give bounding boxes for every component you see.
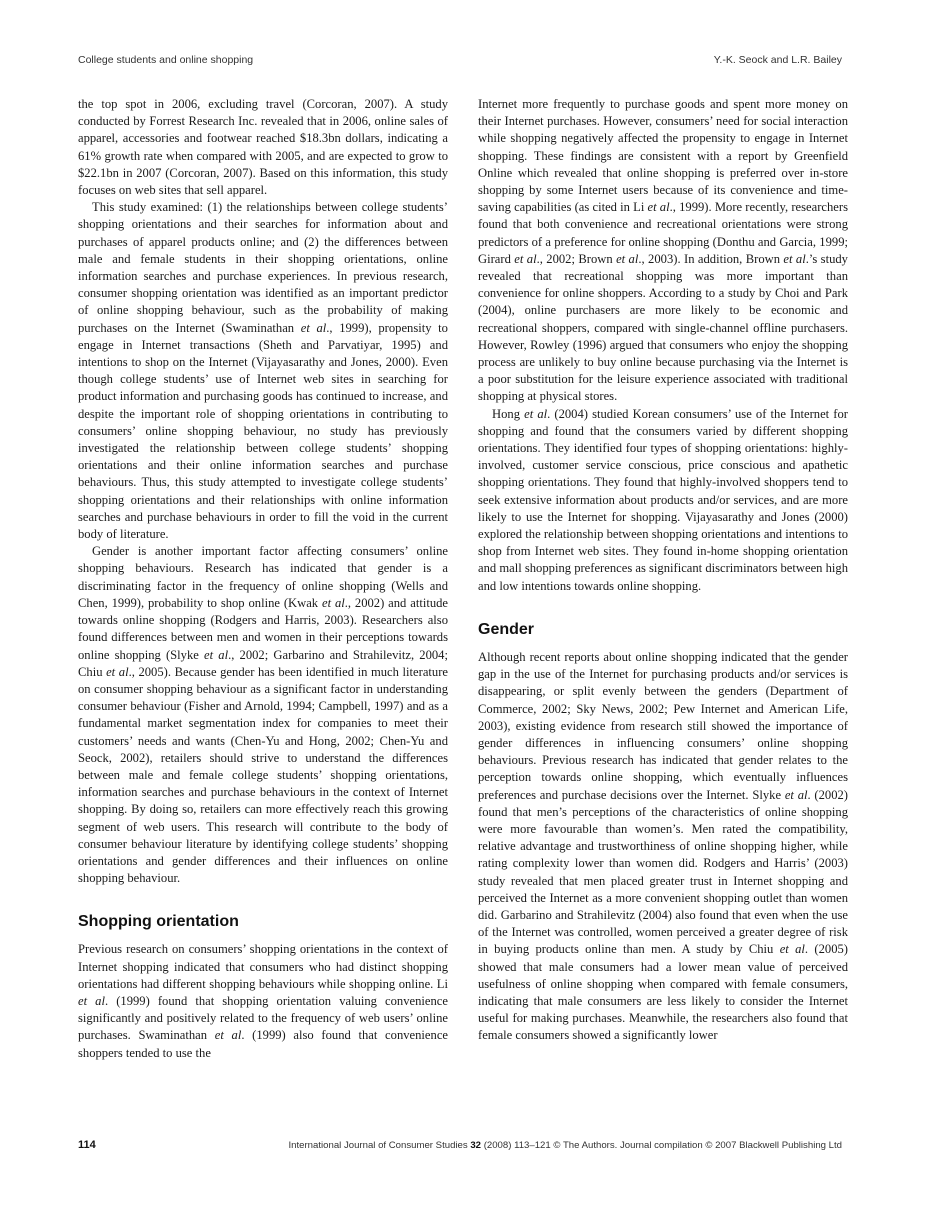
- right-column-paragraphs: [478, 96, 848, 595]
- body-paragraph: [478, 649, 848, 1045]
- body-paragraph: [478, 406, 848, 595]
- paragraph-text: ., 1999), propensity to engage in Internet transactions (Sheth and Parvatiyar, 1995) and intentions to shop on the Internet (Vijayasarathy and Jones, 2000). Even though college students’ use of Internet web sites in searching for product information and purchasing goods has continued to increase, and despite the important role of shopping orientations in contributing to consumers’ online shopping behaviour, no study has previously investigated the relationship between college students’ shopping orientations and their online information searches and purchase behaviours. Thus, this study attempted to investigate college students’ shopping orientations and their relationships with online information searches and purchase behaviours in order to fill the void in the current body of literature.: [78, 320, 448, 542]
- paragraph-text: .’s study revealed that recreational shopping was more important than convenience for online shoppers. According to a study by Choi and Park (2004), online purchasers are more likely to be economic and recreational shoppers, compared with single-channel offline purchasers. However, Rowley (1996) argued that consumers who enjoy the shopping process are unlikely to buy online because purchasing via the Internet is a poor substitution for the leisure experience associated with traditional shopping at physical stores.: [478, 251, 848, 404]
- paragraph-text: This study examined: (1) the relationships between college students’ shopping orientations and their searches for information about and purchases of apparel products online; and (2) the differences between male and female students in their shopping orientations, online information searches and purchase experiences. In previous research, consumer shopping orientation was identified as an important predictor of online shopping behaviour, such as the probability of making purchases on the Internet (Swaminathan: [78, 200, 448, 335]
- shopping-orientation-paragraphs: [78, 941, 448, 1061]
- paragraph-text: Gender is another important factor affecting consumers’ online shopping behaviours. Research has indicated that gender is a discriminating factor in the frequency of online shopping (Wells and Chen, 1999), probability to shop online (Kwak: [78, 544, 448, 610]
- right-column: [478, 96, 848, 1062]
- running-authors: Y.-K. Seock and L.R. Bailey: [713, 54, 842, 66]
- journal-name: International Journal of Consumer Studies: [288, 1140, 468, 1151]
- italic-citation: et al: [106, 664, 129, 679]
- paragraph-text: . (2005) showed that male consumers had a lower mean value of perceived usefulness of online shopping when compared with female consumers, indicating that male consumers are less likely to consider the Internet useful for making purchases. Meanwhile, the researchers also found that female consumers showed a significantly lower: [478, 942, 848, 1043]
- paragraph-text: ., 2002; Garbarino and Strahilevitz, 2004; Chiu: [78, 647, 448, 679]
- left-column: [78, 96, 448, 1062]
- paragraph-text: ., 2005). Because gender has been identified in much literature on consumer shopping behaviour as a significant factor in understanding consumer behaviour (Fisher and Arnold, 1994; Campbell, 1997) and as a fundamental market segmentation index for companies to meet their customers’ needs and wants (Chen-Yu and Hong, 2002; Chen-Yu and Seock, 2002), retailers should strive to understand the differences between male and female college students’ shopping orientations, information searches and purchase behaviours in the context of Internet shopping. By doing so, retailers can more effectively reach this growing segment of web users. This research will contribute to the body of consumer behaviour literature by identifying college students’ shopping orientations and gender differences and their influences on online shopping behaviour.: [78, 664, 448, 886]
- paragraph-text: Previous research on consumers’ shopping orientations in the context of Internet shopping indicated that consumers who had distinct shopping orientations had different shopping behaviours while shopping online. Li: [78, 942, 448, 991]
- paragraph-text: ., 2002) and attitude towards online shopping (Rodgers and Harris, 2003). Researchers also found differences between men and women in their perceptions towards online shopping (Slyke: [78, 595, 448, 662]
- paragraph-text: . (1999) found that shopping orientation valuing convenience significantly and positively related to the frequency of web users’ online purchases. Swaminathan: [78, 993, 448, 1043]
- journal-citation: [288, 1140, 842, 1151]
- paragraph-text: the top spot in 2006, excluding travel (Corcoran, 2007). A study conducted by Forrest Research Inc. revealed that in 2006, online sales of apparel, accessories and footwear reached $18.3bn dollars, indicating a 61% growth rate when compared with 2005, and are expected to grow to $22.1bn in 2007 (Corcoran, 2007). Based on this information, this study focuses on web sites that sell apparel.: [78, 97, 448, 198]
- paragraph-text: ., 2002; Brown: [536, 251, 617, 266]
- body-paragraph: [78, 199, 448, 543]
- body-paragraph: [78, 96, 448, 199]
- italic-citation: et al: [514, 251, 537, 266]
- italic-citation: et al: [647, 200, 670, 215]
- gender-paragraphs: [478, 649, 848, 1045]
- paragraph-text: ., 2003). In addition, Brown: [638, 251, 784, 266]
- italic-citation: et al: [204, 647, 229, 662]
- italic-citation: et al: [524, 406, 548, 421]
- paragraph-text: Hong: [492, 406, 525, 421]
- page-number: 114: [78, 1139, 96, 1151]
- italic-citation: et al: [300, 320, 327, 335]
- body-paragraph: [78, 543, 448, 887]
- journal-volume: 32: [470, 1140, 482, 1151]
- italic-citation: et al: [616, 251, 639, 266]
- running-header: [78, 54, 842, 66]
- body-paragraph: [78, 941, 448, 1061]
- paragraph-text: . (2004) studied Korean consumers’ use of the Internet for shopping and found that the consumers varied by different shopping orientations. They identified four types of shopping orientations: highly-involved, customer service conscious, price conscious and apathetic shopping orientations. They found that highly-involved shoppers tend to seek extensive information about products and/or services, and are more likely to use the Internet for shopping. Vijayasarathy and Jones (2000) explored the relationship between shopping orientations and intentions to shop from Internet web sites. They found in-home shopping orientation and mall shopping preferences as significant discriminators between high and low intentions towards online shopping.: [478, 406, 849, 593]
- paragraph-text: . (1999) also found that convenience shoppers tended to use the: [78, 1028, 448, 1060]
- running-title: College students and online shopping: [78, 54, 254, 66]
- left-column-paragraphs: [78, 96, 448, 887]
- italic-citation: et al: [779, 942, 805, 957]
- section-heading-shopping-orientation: Shopping orientation: [78, 913, 239, 931]
- section-heading-gender: Gender: [478, 620, 535, 638]
- paragraph-text: . (2002) found that men’s perceptions of the characteristics of online shopping were more favourable than women’s. Men rated the compatibility, relative advantage and trustworthiness of online shopping higher, while rating complexity lower than women did. Rodgers and Harris’ (2003) study revealed that men placed greater trust in Internet shopping and perceived the Internet as a more convenient shopping outlet than women did. Garbarino and Strahilevitz (2004) also found that even when the use of the Internet was controlled, women perceived a greater degree of risk in buying products online than men. A study by Chiu: [478, 787, 849, 957]
- citation-details: (2008) 113–121 © The Authors. Journal compilation © 2007 Blackwell Publishing Ltd: [483, 1140, 842, 1151]
- italic-citation: et al: [78, 993, 105, 1008]
- paragraph-text: Internet more frequently to purchase goods and spent more money on their Internet purchases. However, consumers’ need for social interaction while shopping negatively affected the propensity to engage in Internet shopping. These findings are consistent with a report by Greenfield Online which revealed that online shopping is preferred over in-store shopping by some Internet users because of its convenience and time-saving capabilities (as cited in Li: [478, 97, 848, 215]
- italic-citation: et al: [783, 251, 806, 266]
- body-paragraph: [478, 96, 848, 406]
- page-footer: [78, 1139, 842, 1151]
- italic-citation: et al: [321, 595, 345, 610]
- article-body: [78, 96, 848, 1062]
- italic-citation: et al: [214, 1028, 242, 1043]
- italic-citation: et al: [784, 787, 808, 802]
- paragraph-text: ., 1999). More recently, researchers found that both convenience and recreational orientations were strong predictors of a preference for online shopping (Donthu and Garcia, 1999; Girard: [478, 200, 848, 266]
- paragraph-text: Although recent reports about online shopping indicated that the gender gap in the use of the Internet for purchasing products and/or services is disappearing, or split evenly between the genders (Department of Commerce, 2002; Sky News, 2002; Pew Internet and American Life, 2003), existing evidence from research still showed the importance of gender differences in influencing consumers’ online shopping behaviours. Previous research has indicated that gender relates to the perception towards online shopping, which eventually influences preferences and purchase decisions over the Internet. Slyke: [478, 649, 848, 802]
